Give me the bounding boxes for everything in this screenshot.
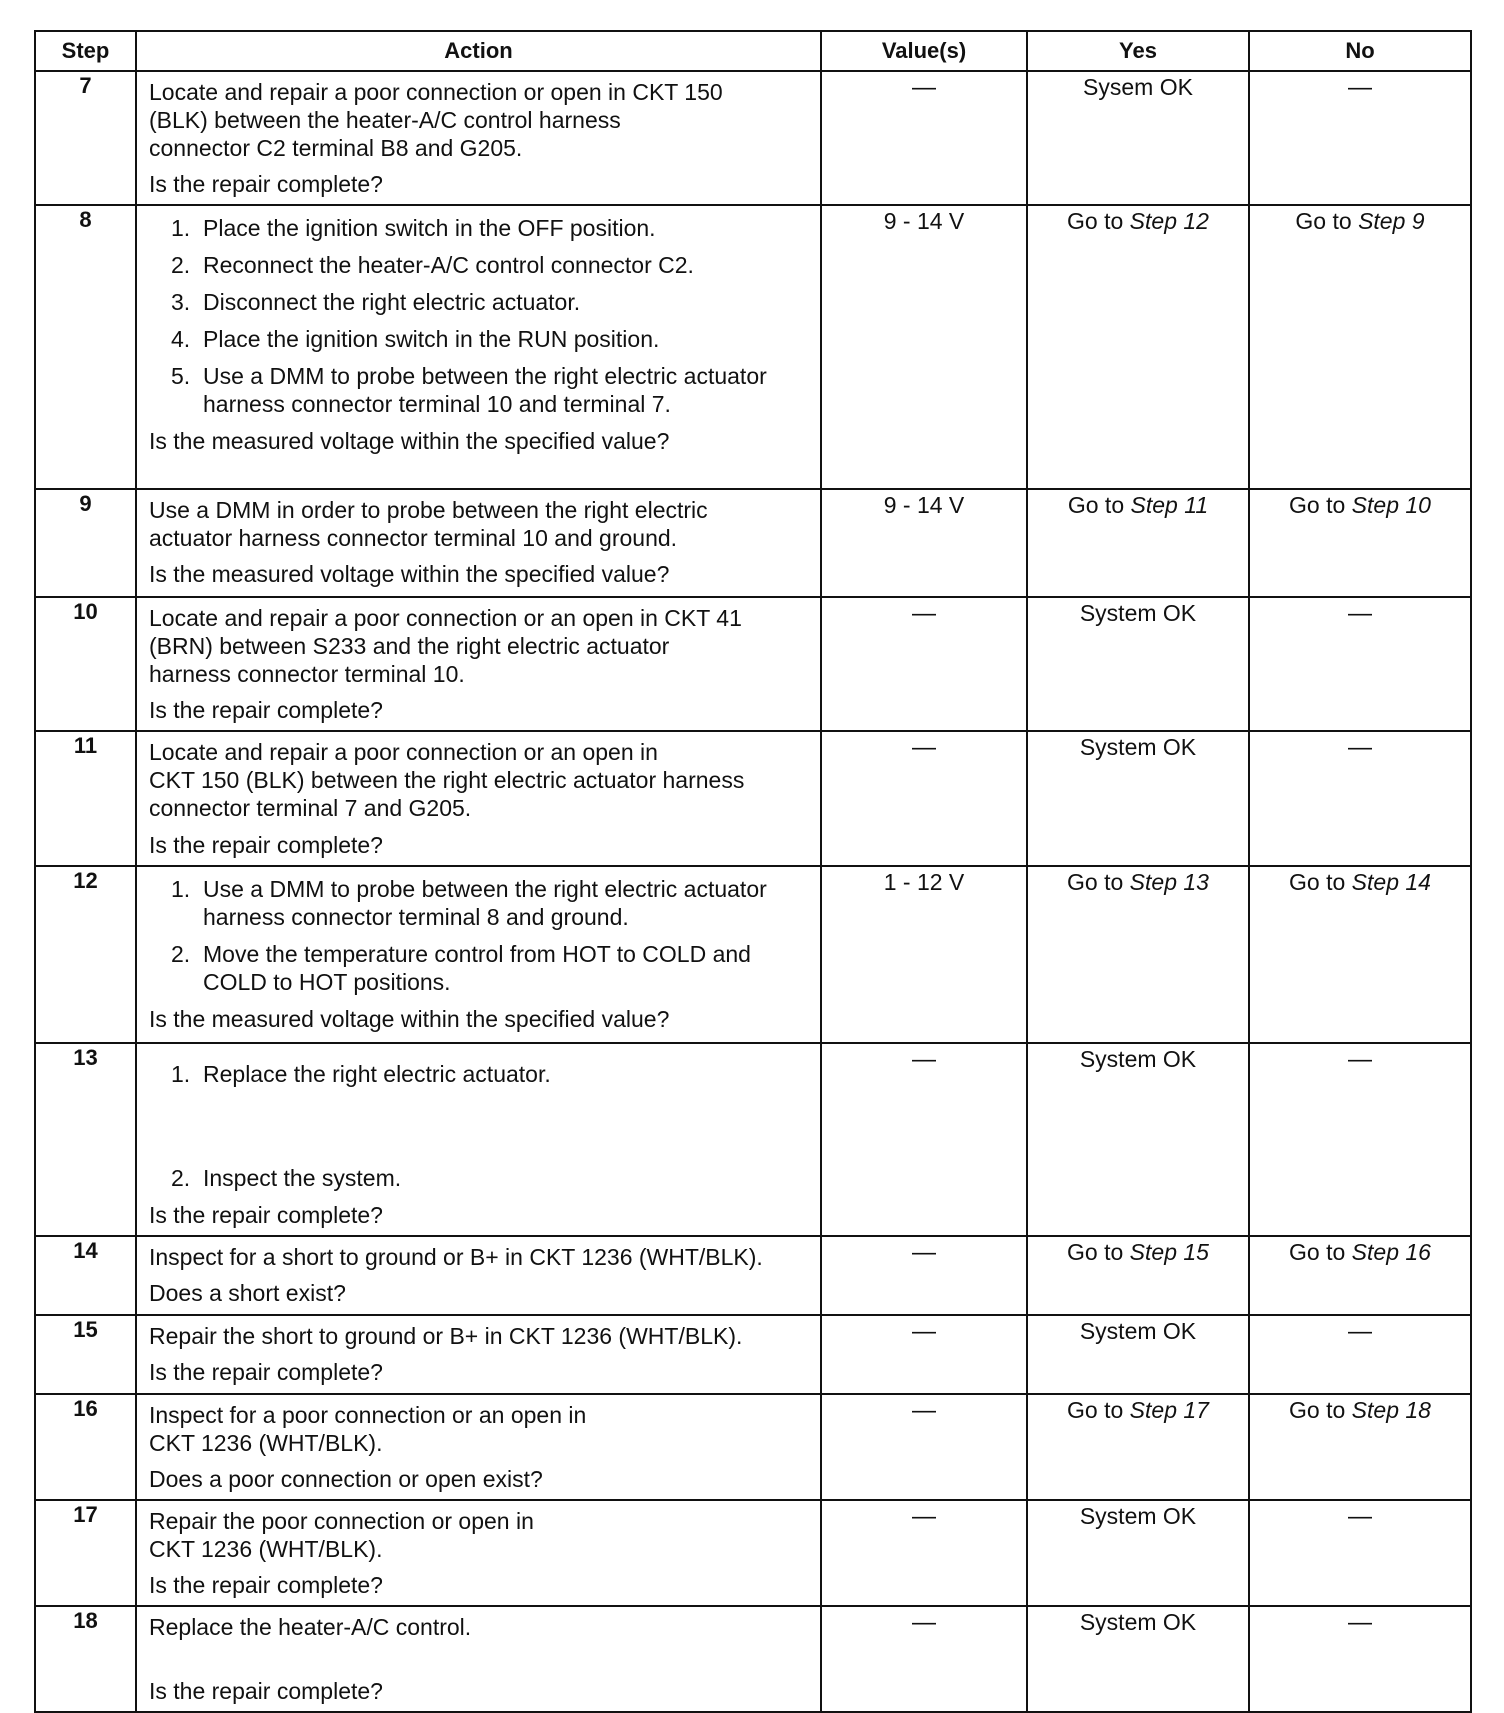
- value-cell: [821, 1394, 1027, 1500]
- no-cell: [1249, 731, 1471, 865]
- yes-cell: Go to Step 13: [1027, 866, 1249, 1043]
- procedure-list: [149, 875, 812, 996]
- yes-cell: System OK: [1027, 1043, 1249, 1236]
- action-question: Is the repair complete?: [149, 697, 383, 724]
- value-dash: —: [912, 1502, 936, 1530]
- action-text: Repair the poor connection or open in: [149, 1507, 534, 1534]
- value-dash: —: [912, 1045, 936, 1073]
- action-text: connector terminal 7 and G205.: [149, 795, 472, 822]
- action-question: Is the repair complete?: [149, 1358, 383, 1385]
- value-cell: [821, 1043, 1027, 1236]
- yes-cell: System OK: [1027, 1500, 1249, 1606]
- table-row: [35, 1315, 1471, 1394]
- diagnostic-table: [34, 30, 1472, 1713]
- procedure-list: [149, 214, 812, 418]
- action-spacer: [149, 1641, 812, 1669]
- header-action: Action: [136, 31, 821, 71]
- value-dash: —: [912, 1317, 936, 1345]
- action-text: Use a DMM in order to probe between the right electric: [149, 497, 708, 524]
- action-cell: [136, 597, 821, 731]
- no-cell: Go to Step 16: [1249, 1236, 1471, 1315]
- yes-cell: Sysem OK: [1027, 71, 1249, 205]
- no-dash: —: [1348, 1502, 1372, 1530]
- action-question: Is the repair complete?: [149, 1678, 383, 1705]
- action-text: CKT 1236 (WHT/BLK).: [149, 1535, 383, 1562]
- table-row: [35, 1236, 1471, 1315]
- action-text: actuator harness connector terminal 10 and ground.: [149, 525, 678, 552]
- step-number: 16: [35, 1394, 136, 1500]
- table-row: [35, 597, 1471, 731]
- value-cell: [821, 1606, 1027, 1712]
- action-cell: [136, 866, 821, 1043]
- list-item: 2. Inspect the system.: [171, 1164, 402, 1191]
- yes-cell: Go to Step 15: [1027, 1236, 1249, 1315]
- list-item: 4. Place the ignition switch in the RUN position.: [171, 326, 660, 353]
- yes-cell: System OK: [1027, 597, 1249, 731]
- yes-cell: Go to Step 11: [1027, 489, 1249, 597]
- value-dash: —: [912, 74, 936, 101]
- no-dash: —: [1348, 1317, 1372, 1345]
- header-step: Step: [35, 31, 136, 71]
- list-item: 1. Use a DMM to probe between the right electric actuator harness connector terminal 8 and ground.: [171, 875, 767, 930]
- step-number: 7: [35, 71, 136, 205]
- step-number: 11: [35, 731, 136, 865]
- yes-cell: System OK: [1027, 731, 1249, 865]
- action-text: CKT 1236 (WHT/BLK).: [149, 1429, 383, 1456]
- list-item: 1. Replace the right electric actuator.: [171, 1060, 551, 1087]
- step-number: 14: [35, 1236, 136, 1315]
- table-row: [35, 1606, 1471, 1712]
- action-text: harness connector terminal 10.: [149, 661, 465, 688]
- action-question: Is the repair complete?: [149, 1571, 383, 1598]
- no-cell: [1249, 1315, 1471, 1394]
- table-row: [35, 1043, 1471, 1236]
- no-cell: [1249, 1500, 1471, 1606]
- step-number: 17: [35, 1500, 136, 1606]
- list-item: 2. Move the temperature control from HOT to COLD and COLD to HOT positions.: [171, 940, 751, 995]
- action-cell: [136, 489, 821, 597]
- action-cell: [136, 1315, 821, 1394]
- step-number: 8: [35, 205, 136, 489]
- action-question: Is the repair complete?: [149, 171, 383, 198]
- no-cell: [1249, 597, 1471, 731]
- value-dash: —: [912, 600, 936, 628]
- table-row: [35, 1500, 1471, 1606]
- step-number: 15: [35, 1315, 136, 1394]
- procedure-list: [149, 1060, 812, 1192]
- action-cell: [136, 731, 821, 865]
- header-no: No: [1249, 31, 1471, 71]
- action-cell: [136, 1043, 821, 1236]
- action-text: (BRN) between S233 and the right electric actuator: [149, 633, 670, 660]
- action-cell: [136, 205, 821, 489]
- header-values: Value(s): [821, 31, 1027, 71]
- action-text: (BLK) between the heater-A/C control harness: [149, 107, 621, 134]
- action-text: Locate and repair a poor connection or an open in CKT 41: [149, 605, 742, 632]
- action-text: Repair the short to ground or B+ in CKT 1236 (WHT/BLK).: [149, 1322, 743, 1349]
- no-dash: —: [1348, 1045, 1372, 1073]
- table-row: [35, 71, 1471, 205]
- step-number: 12: [35, 866, 136, 1043]
- value-cell: [821, 71, 1027, 205]
- value-cell: [821, 1236, 1027, 1315]
- no-cell: Go to Step 9: [1249, 205, 1471, 489]
- yes-cell: System OK: [1027, 1315, 1249, 1394]
- action-text: Locate and repair a poor connection or an open in: [149, 739, 658, 766]
- no-cell: [1249, 1606, 1471, 1712]
- value-cell: 9 - 14 V: [821, 489, 1027, 597]
- list-item: 1. Place the ignition switch in the OFF position.: [171, 215, 656, 242]
- no-dash: —: [1348, 600, 1372, 628]
- step-number: 10: [35, 597, 136, 731]
- yes-cell: System OK: [1027, 1606, 1249, 1712]
- action-question: Is the measured voltage within the specified value?: [149, 428, 670, 455]
- table-row: [35, 1394, 1471, 1500]
- action-cell: [136, 1606, 821, 1712]
- yes-cell: Go to Step 12: [1027, 205, 1249, 489]
- step-number: 18: [35, 1606, 136, 1712]
- action-cell: [136, 71, 821, 205]
- action-cell: [136, 1394, 821, 1500]
- table-row: [35, 731, 1471, 865]
- value-dash: —: [912, 1396, 936, 1424]
- value-dash: —: [912, 734, 936, 762]
- value-cell: [821, 597, 1027, 731]
- action-cell: [136, 1500, 821, 1606]
- action-text: CKT 150 (BLK) between the right electric actuator harness: [149, 767, 745, 794]
- action-question: Is the measured voltage within the specified value?: [149, 1005, 670, 1032]
- action-text: connector C2 terminal B8 and G205.: [149, 135, 523, 162]
- value-dash: —: [912, 1608, 936, 1636]
- list-item: 3. Disconnect the right electric actuator.: [171, 289, 581, 316]
- list-item: 2. Reconnect the heater-A/C control connector C2.: [171, 252, 694, 279]
- no-cell: Go to Step 10: [1249, 489, 1471, 597]
- no-cell: [1249, 71, 1471, 205]
- yes-cell: Go to Step 17: [1027, 1394, 1249, 1500]
- value-cell: [821, 1500, 1027, 1606]
- action-question: Is the measured voltage within the specified value?: [149, 561, 670, 588]
- no-dash: —: [1348, 734, 1372, 762]
- value-cell: [821, 731, 1027, 865]
- step-number: 9: [35, 489, 136, 597]
- table-row: [35, 489, 1471, 597]
- action-cell: [136, 1236, 821, 1315]
- action-question: Is the repair complete?: [149, 831, 383, 858]
- value-dash: —: [912, 1238, 936, 1266]
- action-text: Inspect for a short to ground or B+ in CKT 1236 (WHT/BLK).: [149, 1243, 763, 1270]
- table-row: [35, 205, 1471, 489]
- action-question: Is the repair complete?: [149, 1201, 383, 1228]
- table-row: [35, 866, 1471, 1043]
- no-cell: Go to Step 14: [1249, 866, 1471, 1043]
- action-text: Inspect for a poor connection or an open in: [149, 1401, 587, 1428]
- header-yes: Yes: [1027, 31, 1249, 71]
- no-cell: Go to Step 18: [1249, 1394, 1471, 1500]
- no-dash: —: [1348, 1608, 1372, 1636]
- action-question: Does a short exist?: [149, 1279, 346, 1306]
- no-cell: [1249, 1043, 1471, 1236]
- step-number: 13: [35, 1043, 136, 1236]
- value-cell: 9 - 14 V: [821, 205, 1027, 489]
- value-cell: [821, 1315, 1027, 1394]
- list-spacer: [171, 1097, 812, 1155]
- value-cell: 1 - 12 V: [821, 866, 1027, 1043]
- action-question: Does a poor connection or open exist?: [149, 1465, 543, 1492]
- header-row: [35, 31, 1471, 71]
- list-item: 5. Use a DMM to probe between the right electric actuator harness connector terminal 10 and terminal 7.: [171, 363, 767, 418]
- action-text: Locate and repair a poor connection or open in CKT 150: [149, 79, 723, 105]
- action-text: Replace the heater-A/C control.: [149, 1613, 472, 1640]
- no-dash: —: [1348, 74, 1372, 101]
